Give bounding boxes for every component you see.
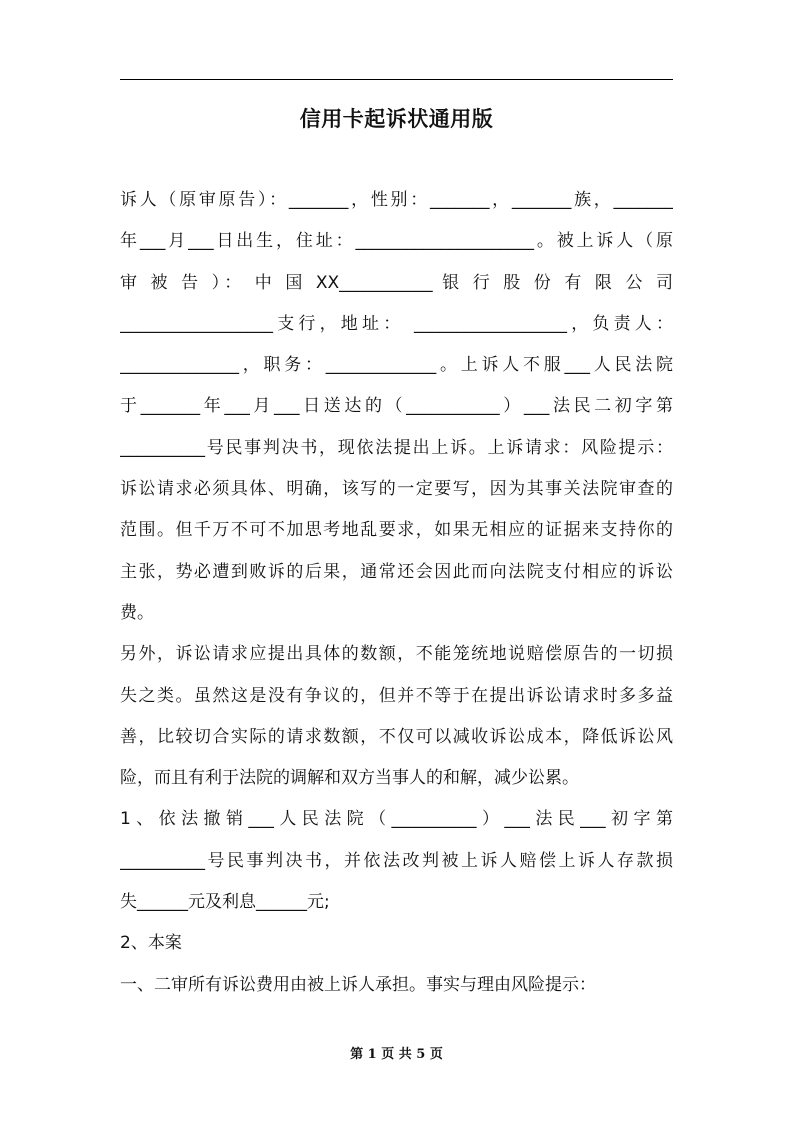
body-line: 年___月___日出生，住址：_____________________。被上诉人（原 — [120, 231, 673, 252]
body-line: 善，比较切合实际的请求数额，不仅可以减收诉讼成本，降低诉讼风 — [120, 726, 673, 747]
body-line: 范围。但千万不可不加思考地乱要求，如果无相应的证据来支持你的 — [120, 520, 673, 541]
body-line: 失______元及利息______元; — [120, 892, 330, 913]
body-line: 另外，诉讼请求应提出具体的数额，不能笼统地说赔偿原告的一切损 — [120, 644, 673, 665]
body-line: 险，而且有利于法院的调解和双方当事人的和解，减少讼累。 — [120, 768, 579, 789]
body-line: 失之类。虽然这是没有争议的，但并不等于在提出诉讼请求时多多益 — [120, 685, 673, 706]
document-title: 信用卡起诉状通用版 — [299, 107, 494, 131]
page-number: 第 1 页 共 5 页 — [350, 1047, 443, 1062]
body-line: 2、本案 — [120, 933, 182, 954]
document-body — [120, 180, 673, 1006]
body-line: 1、依法撤销___人民法院（__________）___法民___初字第 — [120, 809, 673, 830]
body-line: 诉人（原审原告）：_______，性别：_______，_______族，_______ — [120, 190, 673, 210]
body-line: 一、二审所有诉讼费用由被上诉人承担。事实与理由风险提示： — [120, 974, 596, 995]
body-line: 审 被 告 ）： 中 国 XX___________ 银 行 股 份 有 限 公 司 — [120, 272, 673, 293]
body-line: __________号民事判决书，现依法提出上诉。上诉请求：风险提示： — [120, 437, 673, 458]
body-line: __________________支行，地址： __________________，负责人： — [120, 313, 673, 334]
body-line: 诉讼请求必须具体、明确，该写的一定要写，因为其事关法院审查的 — [120, 479, 673, 500]
body-line: 主张，势必遭到败诉的后果，通常还会因此而向法院支付相应的诉讼 — [120, 561, 673, 582]
header-rule — [120, 79, 673, 80]
body-line: 于_______年___月___日送达的（___________）___法民二初字第 — [120, 396, 673, 417]
body-line: ______________，职务：_____________。上诉人不服___人民法院 — [120, 355, 673, 376]
body-line: __________号民事判决书，并依法改判被上诉人赔偿上诉人存款损 — [120, 850, 673, 871]
body-line: 费。 — [120, 602, 154, 623]
